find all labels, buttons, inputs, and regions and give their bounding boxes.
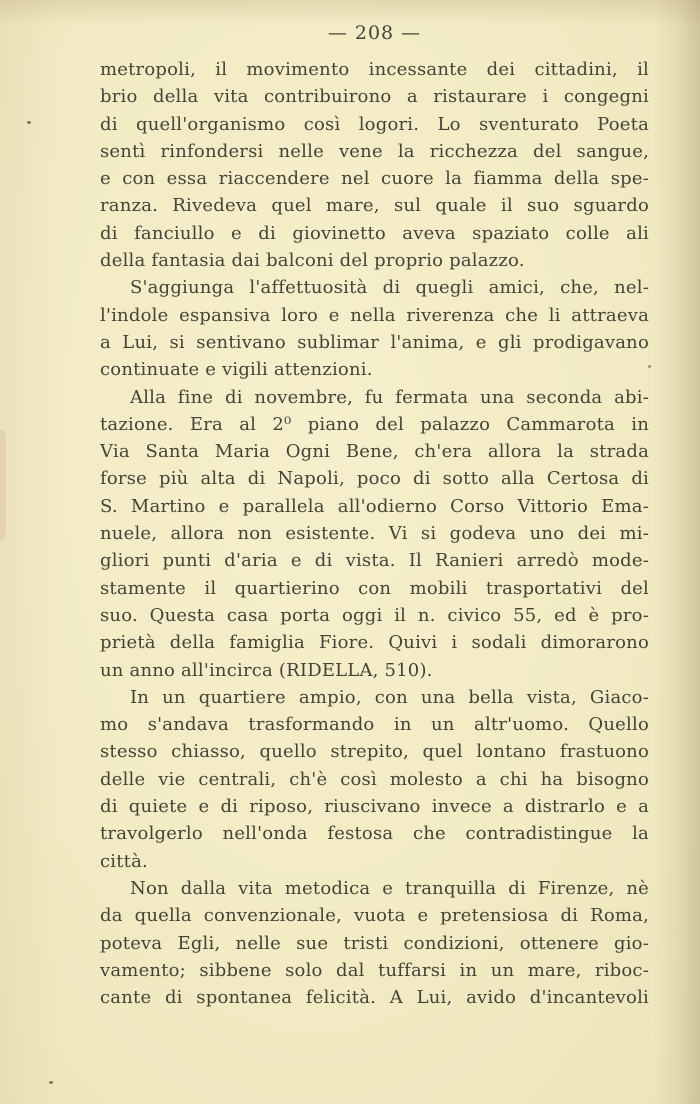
- text-line: a Lui, si sentivano sublimar l'anima, e gli prodigavano: [100, 331, 649, 353]
- text-line: di fanciullo e di giovinetto aveva spaziato colle ali: [100, 222, 649, 244]
- text-line: S. Martino e parallela all'odierno Corso Vittorio Ema-: [100, 495, 649, 517]
- text-line: sentì rinfondersi nelle vene la ricchezza del sangue,: [100, 140, 649, 162]
- paper-speck: [49, 1081, 53, 1084]
- text-line: stesso chiasso, quello strepito, quel lontano frastuono: [100, 741, 649, 763]
- text-line: un anno all'incirca (RIDELLA, 510).: [100, 659, 433, 681]
- text-line: S'aggiunga l'affettuosità di quegli amici, che, nel-: [130, 277, 649, 299]
- text-line: travolgerlo nell'onda festosa che contradistingue la: [100, 823, 649, 845]
- text-line: da quella convenzionale, vuota e pretensiosa di Roma,: [100, 905, 649, 927]
- text-line: brio della vita contribuirono a ristaurare i congegni: [100, 86, 649, 108]
- text-line: Non dalla vita metodica e tranquilla di Firenze, nè: [130, 877, 649, 899]
- text-line: continuate e vigili attenzioni.: [100, 359, 373, 381]
- text-line: ranza. Rivedeva quel mare, sul quale il suo sguardo: [100, 195, 649, 217]
- text-line: Alla fine di novembre, fu fermata una seconda abi-: [130, 386, 649, 408]
- text-line: di quell'organismo così logori. Lo sventurato Poeta: [100, 113, 649, 135]
- text-line: stamente il quartierino con mobili trasportativi del: [100, 577, 649, 599]
- text-line: tazione. Era al 2⁰ piano del palazzo Cammarota in: [100, 413, 649, 435]
- text-line: della fantasia dai balconi del proprio palazzo.: [100, 250, 525, 272]
- text-line: gliori punti d'aria e di vista. Il Ranieri arredò mode-: [100, 550, 649, 572]
- paragraph: [100, 384, 649, 684]
- text-line: forse più alta di Napoli, poco di sotto alla Certosa di: [100, 468, 649, 490]
- paper-smudge: [0, 430, 6, 540]
- paragraph: [100, 875, 649, 1011]
- text-line: di quiete e di riposo, riuscivano invece a distrarlo e a: [100, 796, 649, 818]
- text-line: In un quartiere ampio, con una bella vista, Giaco-: [130, 686, 649, 708]
- text-line: delle vie centrali, ch'è così molesto a chi ha bisogno: [100, 768, 649, 790]
- text-line: nuele, allora non esistente. Vi si godeva uno dei mi-: [100, 523, 649, 545]
- text-line: mo s'andava trasformando in un altr'uomo. Quello: [100, 714, 649, 736]
- page-text: [100, 56, 649, 1011]
- text-line: prietà della famiglia Fiore. Quivi i sodali dimorarono: [100, 632, 649, 654]
- text-line: suo. Questa casa porta oggi il n. civico 55, ed è pro-: [100, 604, 649, 626]
- text-line: e con essa riaccendere nel cuore la fiamma della spe-: [100, 168, 649, 190]
- text-line: città.: [100, 850, 148, 872]
- text-line: poteva Egli, nelle sue tristi condizioni, ottenere gio-: [100, 932, 649, 954]
- text-line: vamento; sibbene solo dal tuffarsi in un mare, riboc-: [100, 959, 649, 981]
- paragraph: [100, 274, 649, 383]
- paragraph: [100, 684, 649, 875]
- paragraph: [100, 56, 649, 274]
- paper-speck: [27, 121, 31, 124]
- text-line: Via Santa Maria Ogni Bene, ch'era allora la strada: [100, 441, 649, 463]
- text-line: metropoli, il movimento incessante dei cittadini, il: [100, 59, 649, 80]
- text-line: l'indole espansiva loro e nella riverenza che li attraeva: [100, 304, 649, 326]
- page-number: — 208 —: [327, 22, 422, 44]
- text-line: cante di spontanea felicità. A Lui, avido d'incantevoli: [100, 987, 649, 1009]
